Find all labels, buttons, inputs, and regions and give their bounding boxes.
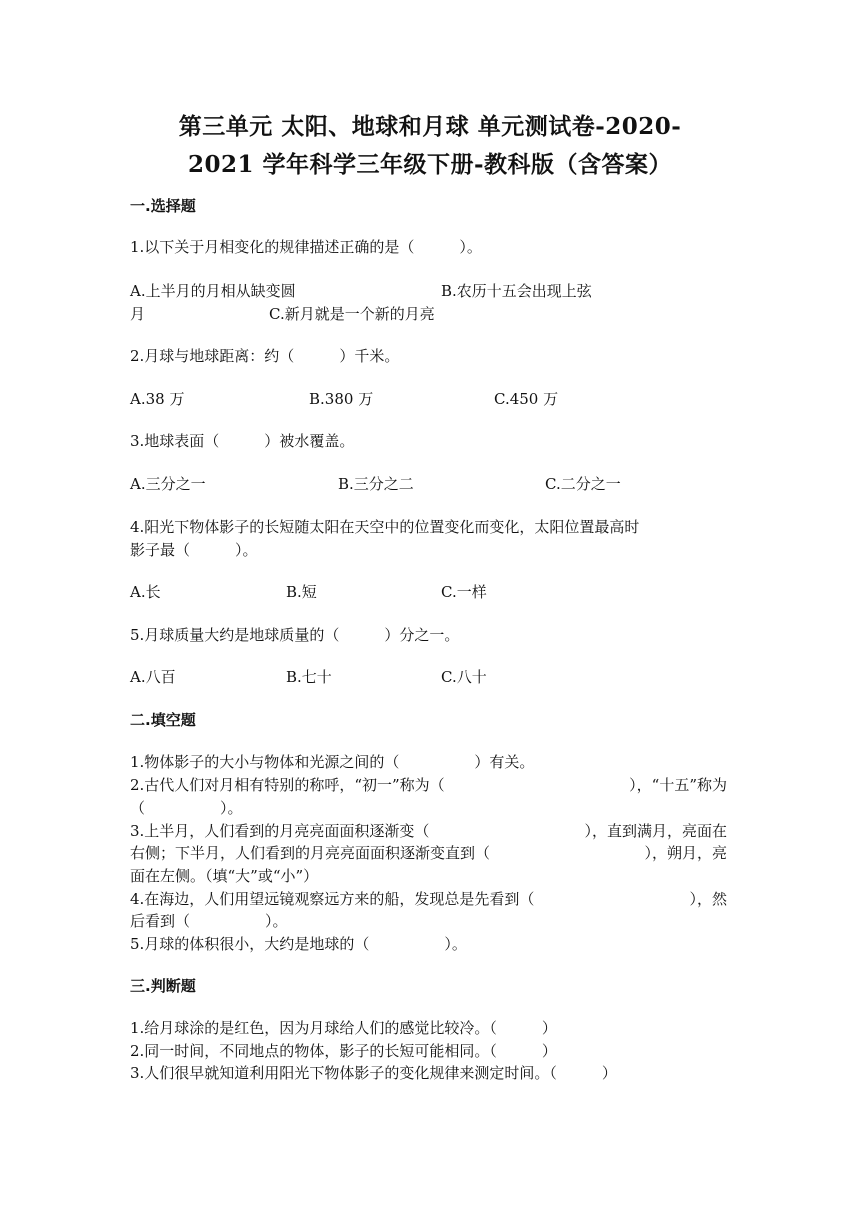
choice-q1-option-a: A.上半月的月相从缺变圆 [130,282,296,300]
choice-q5-option-c: C.八十 [441,668,487,686]
choice-q4-stem-line-1: 4.阳光下物体影子的长短随太阳在天空中的位置变化而变化，太阳位置最高时 [130,518,640,536]
choice-q2-option-b: B.380 万 [309,390,374,408]
fill-q4-line-2: 后看到（ ）。 [130,912,288,930]
choice-q1-option-c: C.新月就是一个新的月亮 [269,305,435,323]
fill-q3-line-2 [130,842,727,863]
section-heading-choice: 一.选择题 [130,197,196,215]
fill-q3-line-2-right: ），朔月，亮 [644,844,727,862]
fill-q3-line-1 [130,820,727,841]
fill-q3-line-1-right: ），直到满月，亮面在 [584,822,727,840]
judge-q3: 3.人们很早就知道利用阳光下物体影子的变化规律来测定时间。（ ） [130,1064,617,1082]
fill-q4-line-1-left: 4.在海边，人们用望远镜观察远方来的船，发现总是先看到（ [130,890,535,908]
fill-q1: 1.物体影子的大小与物体和光源之间的（ ）有关。 [130,753,535,771]
fill-q2-line-1-right: ），“十五”称为 [629,776,727,794]
choice-q3-option-c: C.二分之一 [545,475,621,493]
choice-q1-stem: 1.以下关于月相变化的规律描述正确的是（ ）。 [130,238,482,256]
fill-q5: 5.月球的体积很小，大约是地球的（ ）。 [130,935,467,953]
choice-q4-option-a: A.长 [130,583,161,601]
choice-q3-option-a: A.三分之一 [130,475,206,493]
fill-q2-line-2: （ ）。 [130,799,243,817]
fill-q4-line-1-right: ），然 [689,890,727,908]
section-heading-fill: 二.填空题 [130,711,196,729]
fill-q3-line-3: 面在左侧。（填“大”或“小”） [130,867,319,885]
judge-q1: 1.给月球涂的是红色，因为月球给人们的感觉比较冷。（ ） [130,1019,557,1037]
fill-q2-line-1 [130,774,727,795]
choice-q4-option-b: B.短 [286,583,317,601]
choice-q3-stem: 3.地球表面（ ）被水覆盖。 [130,432,355,450]
choice-q5-option-a: A.八百 [130,668,176,686]
document-title-line-2: 2021 学年科学三年级下册-教科版（含答案） [187,151,673,178]
choice-q5-option-b: B.七十 [286,668,332,686]
section-heading-judge: 三.判断题 [130,977,196,995]
choice-q4-stem-line-2: 影子最（ ）。 [130,541,258,559]
fill-q4-line-1 [130,888,727,909]
choice-q2-option-a: A.38 万 [130,390,185,408]
choice-q2-option-c: C.450 万 [494,390,559,408]
choice-q1-option-b: B.农历十五会出现上弦 [441,282,592,300]
fill-q3-line-2-left: 右侧；下半月，人们看到的月亮亮面面积逐渐变直到（ [130,844,491,862]
choice-q2-stem: 2.月球与地球距离：约（ ）千米。 [130,347,400,365]
fill-q2-line-1-left: 2.古代人们对月相有特别的称呼，“初一”称为（ [130,776,445,794]
choice-q4-option-c: C.一样 [441,583,487,601]
document-title-line-1: 第三单元 太阳、地球和月球 单元测试卷-2020- [178,113,682,140]
choice-q5-stem: 5.月球质量大约是地球质量的（ ）分之一。 [130,626,460,644]
choice-q1-option-b-continued: 月 [130,305,146,323]
fill-q3-line-1-left: 3.上半月，人们看到的月亮亮面面积逐渐变（ [130,822,430,840]
choice-q3-option-b: B.三分之二 [338,475,414,493]
judge-q2: 2.同一时间，不同地点的物体，影子的长短可能相同。（ ） [130,1042,557,1060]
